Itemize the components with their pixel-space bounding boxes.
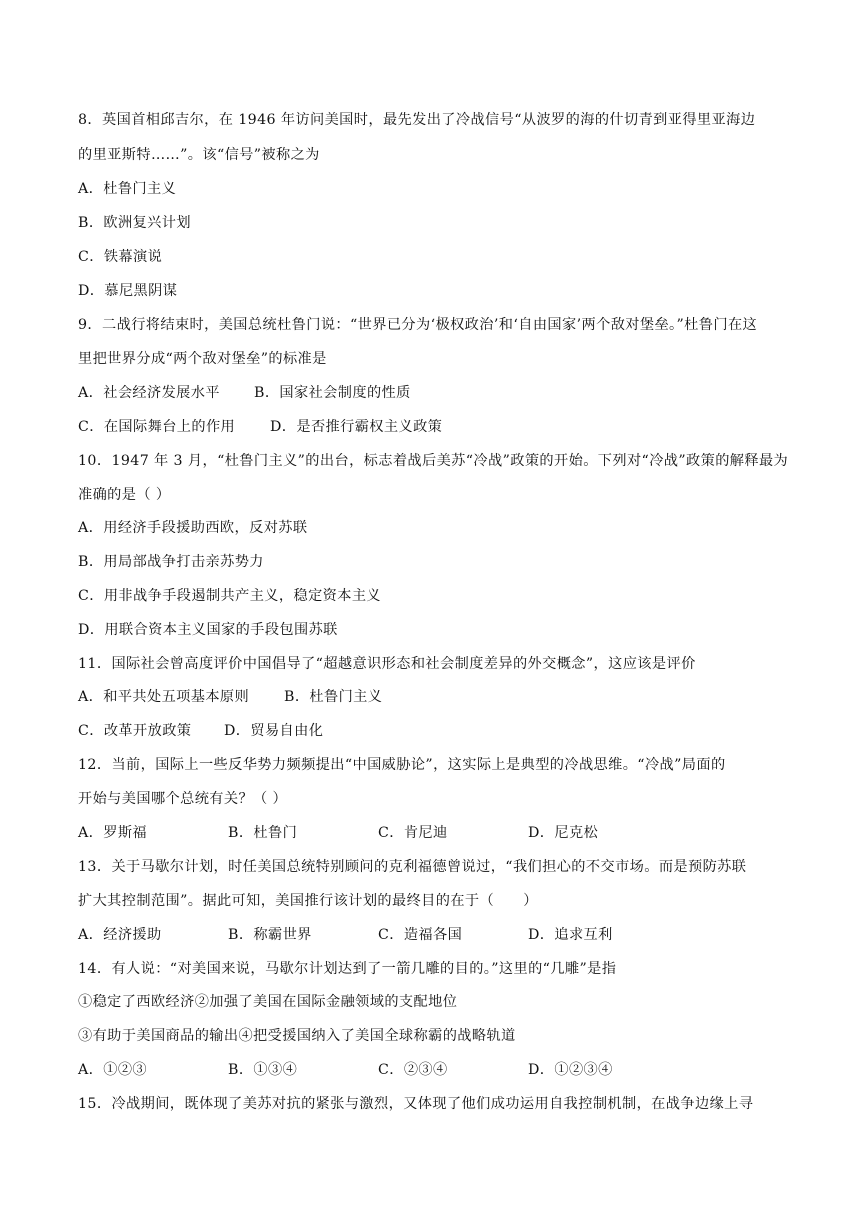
question-14-option-d: D．①②③④ bbox=[528, 1062, 613, 1078]
question-9-option-a: A．社会经济发展水平 bbox=[78, 385, 220, 401]
question-8-option-c: C．铁幕演说 bbox=[78, 249, 163, 265]
question-10-stem-line2: 准确的是（ ） bbox=[78, 487, 171, 503]
question-10-option-c: C．用非战争手段遏制共产主义，稳定资本主义 bbox=[78, 588, 382, 604]
question-8-stem-line1: 8．英国首相邱吉尔，在 1946 年访问美国时，最先发出了冷战信号“从波罗的海的什切青到亚得里亚海边 bbox=[78, 112, 756, 128]
question-14-stem-line2: ①稳定了西欧经济②加强了美国在国际金融领域的支配地位 bbox=[78, 994, 458, 1010]
question-12-option-d: D．尼克松 bbox=[528, 825, 599, 841]
question-13-option-c: C．造福各国 bbox=[378, 927, 463, 943]
question-12-stem-line1: 12．当前，国际上一些反华势力频频提出“中国威胁论”，这实际上是典型的冷战思维。“冷战”局面的 bbox=[78, 757, 726, 773]
question-9-stem-line1: 9．二战行将结束时，美国总统杜鲁门说：“世界已分为‘极权政治’和‘自由国家’两个敌对堡垒。”杜鲁门在这 bbox=[78, 317, 758, 333]
question-11-option-d: D．贸易自由化 bbox=[224, 723, 324, 739]
question-12-option-b: B．杜鲁门 bbox=[228, 825, 298, 841]
question-10-stem-line1: 10．1947 年 3 月，“杜鲁门主义”的出台，标志着战后美苏“冷战”政策的开始。下列对“冷战”政策的解释最为 bbox=[78, 453, 789, 469]
question-11-option-c: C．改革开放政策 bbox=[78, 723, 192, 739]
question-8-option-b: B．欧洲复兴计划 bbox=[78, 215, 191, 231]
question-11-option-b: B．杜鲁门主义 bbox=[284, 689, 383, 705]
question-13-option-a: A．经济援助 bbox=[78, 927, 162, 943]
question-11-stem-line1: 11．国际社会曾高度评价中国倡导了“超越意识形态和社会制度差异的外交概念”，这应该是评价 bbox=[78, 656, 696, 672]
question-15-stem-line1: 15．冷战期间，既体现了美苏对抗的紧张与激烈，又体现了他们成功运用自我控制机制，在战争边缘上寻 bbox=[78, 1096, 754, 1112]
question-8-option-a: A．杜鲁门主义 bbox=[78, 181, 177, 197]
question-13-option-d: D．追求互利 bbox=[528, 927, 613, 943]
question-10-option-d: D．用联合资本主义国家的手段包围苏联 bbox=[78, 622, 338, 638]
question-9-option-b: B．国家社会制度的性质 bbox=[254, 385, 411, 401]
question-14-option-a: A．①②③ bbox=[78, 1062, 147, 1078]
question-8-option-d: D．慕尼黑阴谋 bbox=[78, 283, 178, 299]
question-10-option-a: A．用经济手段援助西欧，反对苏联 bbox=[78, 520, 308, 536]
question-14-stem-line1: 14．有人说：“对美国来说，马歇尔计划达到了一箭几雕的目的。”这里的“几雕”是指 bbox=[78, 961, 617, 977]
question-9-option-d: D．是否推行霸权主义政策 bbox=[270, 419, 443, 435]
question-13-stem-line2: 扩大其控制范围”。据此可知，美国推行该计划的最终目的在于（ ） bbox=[78, 893, 538, 909]
question-12-stem-line2: 开始与美国哪个总统有关？（ ） bbox=[78, 791, 288, 807]
question-12-option-c: C．肯尼迪 bbox=[378, 825, 448, 841]
question-11-option-a: A．和平共处五项基本原则 bbox=[78, 689, 250, 705]
question-14-stem-line3: ③有助于美国商品的输出④把受援国纳入了美国全球称霸的战略轨道 bbox=[78, 1028, 516, 1044]
question-14-option-b: B．①③④ bbox=[228, 1062, 298, 1078]
question-10-option-b: B．用局部战争打击亲苏势力 bbox=[78, 554, 264, 570]
question-8-stem-line2: 的里亚斯特……”。该“信号”被称之为 bbox=[78, 147, 320, 163]
question-13-option-b: B．称霸世界 bbox=[228, 927, 312, 943]
question-13-stem-line1: 13．关于马歇尔计划，时任美国总统特别顾问的克利福德曾说过，“我们担心的不交市场。而是预防苏联 bbox=[78, 859, 747, 875]
question-9-option-c: C．在国际舞台上的作用 bbox=[78, 419, 236, 435]
question-12-option-a: A．罗斯福 bbox=[78, 825, 147, 841]
question-9-stem-line2: 里把世界分成“两个敌对堡垒”的标准是 bbox=[78, 351, 327, 367]
question-14-option-c: C．②③④ bbox=[378, 1062, 448, 1078]
